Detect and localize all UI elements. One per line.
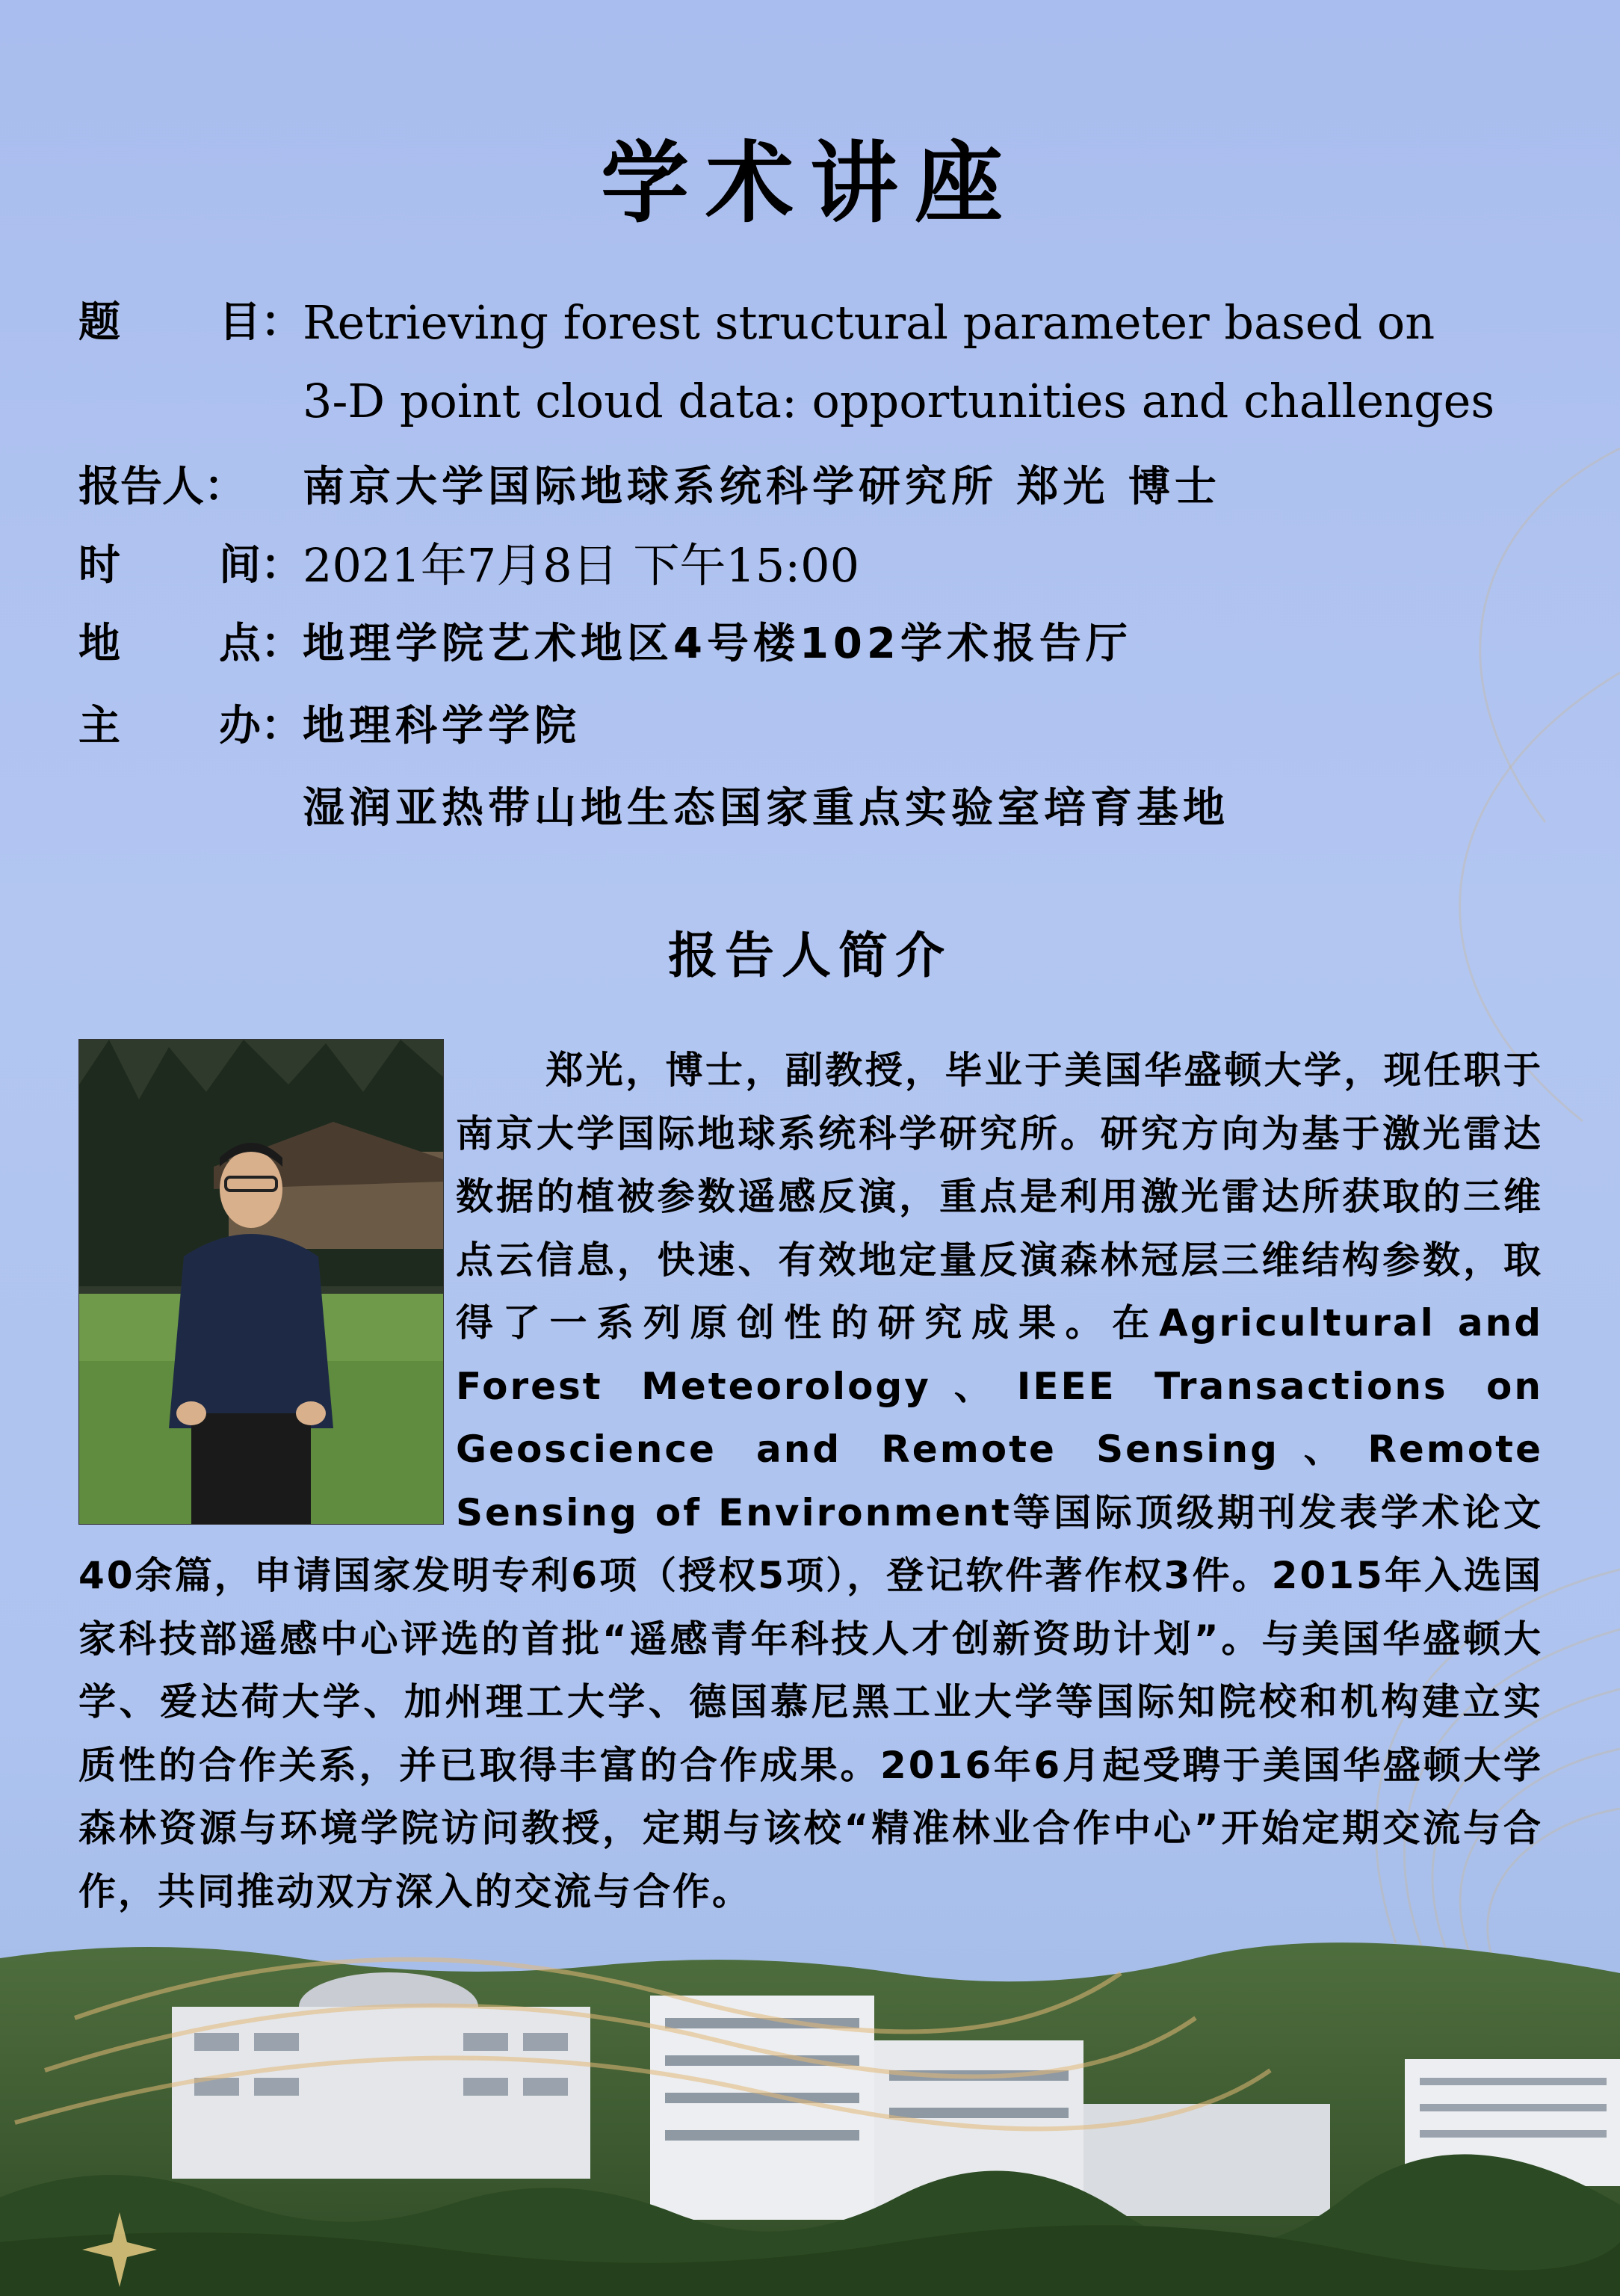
time-row: [78, 527, 1560, 602]
topic-line1: Retrieving forest structural parameter based on: [303, 295, 1435, 350]
place-label: 地 点：: [78, 620, 303, 668]
bio-section-title: 报告人简介: [668, 927, 952, 984]
topic-label: 题 目：: [78, 298, 303, 347]
topic-row: [78, 284, 1560, 359]
host-line1: 地理科学学院: [303, 702, 581, 750]
bio-text: 郑光，博士，副教授，毕业于美国华盛顿大学，现任职于南京大学国际地球系统科学研究所。研究方向为基于激光雷达数据的植被参数遥感反演，重点是利用激光雷达所获取的三维点云信息，快速、有效地定量反演森林冠层三维结构参数，取得了一系列原创性的研究成果。在Agricultural and Forest Meteorology、IEEE Transactions on Geoscience and Remote Sensing、Remote Sensing of Environment等国际顶级期刊发表学术论文40余篇，申请国家发明专利6项（授权5项），登记软件著作权3件。2015年入选国家科技部遥感中心评选的首批“遥感青年科技人才创新资助计划”。与美国华盛顿大学、爱达荷大学、加州理工大学、德国慕尼黑工业大学等国际知院校和机构建立实质性的合作关系，并已取得丰富的合作成果。2016年6月起受聘于美国华盛顿大学森林资源与环境学院访问教授，定期与该校“精准林业合作中心”开始定期交流与合作，共同推动双方深入的交流与合作。: [78, 1049, 1543, 1913]
speaker-label: 报告人：: [78, 463, 246, 511]
campus-image: [0, 1928, 1620, 2296]
place-row: [78, 605, 1560, 680]
host-line2: 湿润亚热带山地生态国家重点实验室培育基地: [303, 784, 1229, 833]
photo-spacer: [78, 1039, 456, 1525]
speaker-row: [78, 448, 1560, 523]
topic-line2: 3-D point cloud data: opportunities and challenges: [303, 374, 1495, 428]
topic-row-2: [78, 362, 1560, 437]
bio-paragraph: [78, 1039, 1543, 1923]
time-value: 2021年7月8日 下午15:00: [303, 538, 860, 593]
host-row-2: [78, 770, 1560, 845]
host-row: [78, 688, 1560, 762]
place-value: 地理学院艺术地区4号楼102学术报告厅: [303, 620, 1132, 668]
poster-title: 学术讲座: [600, 132, 1019, 235]
time-label: 时 间：: [78, 541, 303, 590]
host-label: 主 办：: [78, 702, 303, 750]
speaker-value: 南京大学国际地球系统科学研究所 郑光 博士: [303, 463, 1221, 511]
